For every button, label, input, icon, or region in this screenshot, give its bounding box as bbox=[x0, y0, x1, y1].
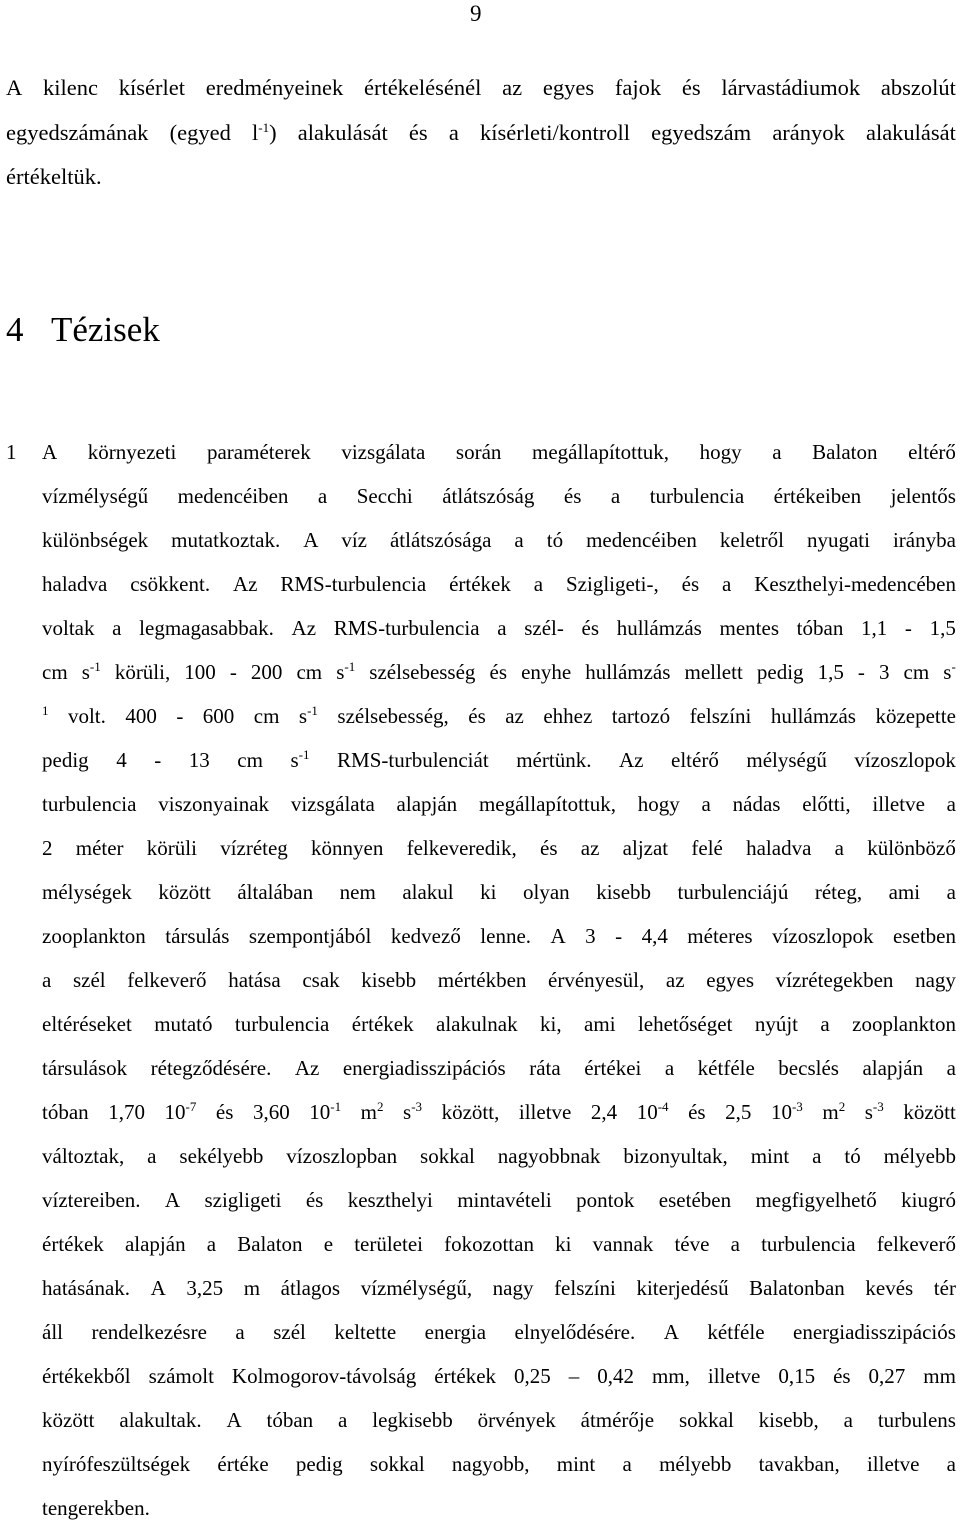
text-line: egyedszámának (egyed $l^{-1}$) alakulását és a kísérleti/kontroll egyedszám arányok alakulását bbox=[6, 119, 956, 145]
text-line: víztereiben. A szigligeti és keszthelyi mintavételi pontok esetében megfigyelhető kiugró bbox=[42, 1188, 956, 1213]
section-title: Tézisek bbox=[51, 310, 160, 349]
text-line: a szél felkeverő hatása csak kisebb mértékben érvényesül, az egyes vízrétegekben nagy bbox=[42, 968, 956, 993]
text-line: voltak a legmagasabbak. Az RMS-turbulencia a szél- és hullámzás mentes tóban 1,1 - 1,5 bbox=[42, 616, 956, 641]
text-line: áll rendelkezésre a szél keltette energia elnyelődésére. A kétféle energiadisszipációs bbox=[42, 1320, 956, 1345]
text-line: A környezeti paraméterek vizsgálata során megállapítottuk, hogy a Balaton eltérő bbox=[42, 440, 956, 464]
text-line: különbségek mutatkoztak. A víz átlátszósága a tó medencéiben keletről nyugati irányba bbox=[42, 528, 956, 553]
text-line: 2 méter körüli vízréteg könnyen felkeveredik, és az aljzat felé haladva a különböző bbox=[42, 836, 956, 861]
text-line: tóban 1,70 $10^{-7}$ és 3,60 $10^{-1}$ $m^2$ $s^{-3}$ között, illetve 2,4 $10^{-4}$ és 2,5 $10^{-3}$ $m^2$ $s^{-3}$ között bbox=[42, 1099, 956, 1125]
intro-paragraph bbox=[6, 66, 956, 200]
section-heading bbox=[6, 305, 160, 355]
text-line: értékek alapján a Balaton e területei fokozottan ki vannak téve a turbulencia felkeverő bbox=[42, 1232, 956, 1257]
text-line: értékeltük. bbox=[6, 164, 102, 189]
text-line: pedig 4 - 13 cm $s^{-1}$ RMS-turbulenciát mértünk. Az eltérő mélységű vízoszlopok bbox=[42, 747, 956, 773]
thesis-paragraph bbox=[6, 430, 956, 1530]
section-number: 4 bbox=[6, 310, 24, 349]
text-line: vízmélységű medencéiben a Secchi átlátszóság és a turbulencia értékeiben jelentős bbox=[42, 484, 956, 509]
text-line: változtak, a sekélyebb vízoszlopban sokkal nagyobbnak bizonyultak, mint a tó mélyebb bbox=[42, 1144, 956, 1169]
text-line: társulások rétegződésére. Az energiadisszipációs ráta értékei a kétféle becslés alapján a bbox=[42, 1056, 956, 1081]
page-number: 9 bbox=[470, 1, 482, 26]
thesis-number: 1 bbox=[6, 440, 17, 464]
text-line: mélységek között általában nem alakul ki olyan kisebb turbulenciájú réteg, ami a bbox=[42, 880, 956, 905]
text-line: cm $s^{-1}$ körüli, 100 - 200 cm $s^{-1}$ szélsebesség és enyhe hullámzás mellett pedig 1,5 - 3 cm s- bbox=[42, 659, 956, 685]
text-line: hatásának. A 3,25 m átlagos vízmélységű, nagy felszíni kiterjedésű Balatonban kevés tér bbox=[42, 1276, 956, 1301]
text-line: A kilenc kísérlet eredményeinek értékelésénél az egyes fajok és lárvastádiumok abszolút bbox=[6, 75, 956, 100]
text-line: értékekből számolt Kolmogorov-távolság értékek 0,25 – 0,42 mm, illetve 0,15 és 0,27 mm bbox=[42, 1364, 956, 1389]
text-line: eltéréseket mutató turbulencia értékek alakulnak ki, ami lehetőséget nyújt a zooplankton bbox=[42, 1012, 956, 1037]
text-line: haladva csökkent. Az RMS-turbulencia értékek a Szigligeti-, és a Keszthelyi-medencében bbox=[42, 572, 956, 597]
text-line: között alakultak. A tóban a legkisebb örvények átmérője sokkal kisebb, a turbulens bbox=[42, 1408, 956, 1433]
text-line: $^1$ volt. 400 - 600 cm $s^{-1}$ szélsebesség, és az ehhez tartozó felszíni hullámzás közepette bbox=[42, 703, 956, 729]
text-line: zooplankton társulás szempontjából kedvező lenne. A 3 - 4,4 méteres vízoszlopok esetben bbox=[42, 924, 956, 949]
text-line: turbulencia viszonyainak vizsgálata alapján megállapítottuk, hogy a nádas előtti, illetve a bbox=[42, 792, 956, 817]
text-line: nyírófeszültségek értéke pedig sokkal nagyobb, mint a mélyebb tavakban, illetve a bbox=[42, 1452, 956, 1477]
text-line: tengerekben. bbox=[42, 1496, 150, 1521]
